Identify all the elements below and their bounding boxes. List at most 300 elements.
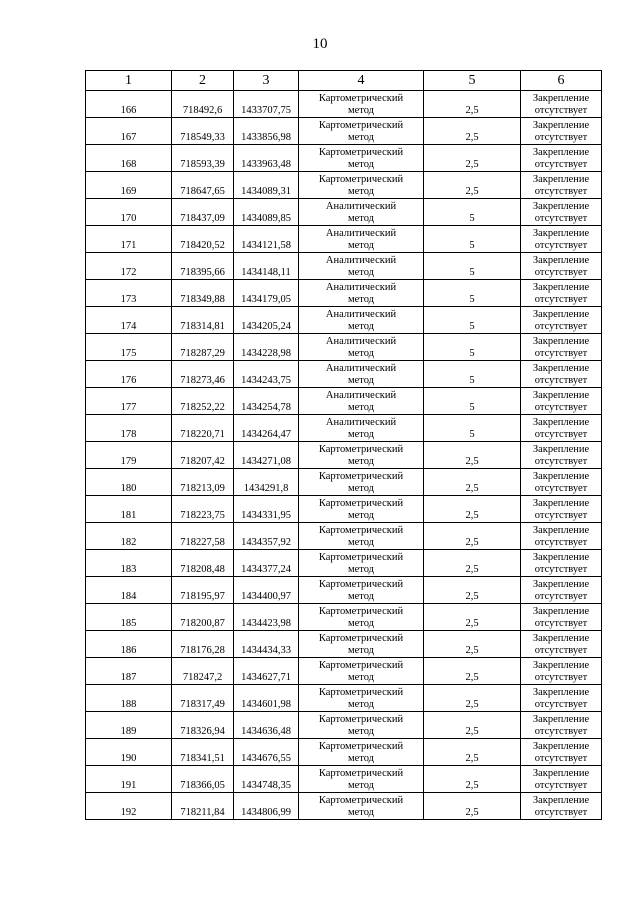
fixing-cell — [521, 523, 602, 550]
fixing-status: отсутствует — [534, 564, 588, 575]
column-header: 2 — [172, 71, 234, 91]
method-word: метод — [347, 807, 375, 818]
fixing-cell — [521, 469, 602, 496]
method-word: метод — [347, 132, 375, 143]
point-number-cell: 177 — [86, 388, 172, 415]
method-cell — [299, 334, 424, 361]
accuracy-cell: 5 — [424, 226, 521, 253]
point-number-cell: 184 — [86, 577, 172, 604]
fixing-cell — [521, 253, 602, 280]
y-coordinate-cell: 1434179,05 — [234, 280, 299, 307]
x-coordinate-cell: 718211,84 — [172, 793, 234, 820]
fixing-label: Закрепление — [532, 147, 590, 158]
y-coordinate-cell: 1434331,95 — [234, 496, 299, 523]
method-name: Аналитический — [325, 201, 397, 212]
table-row — [86, 658, 602, 685]
x-coordinate-cell: 718223,75 — [172, 496, 234, 523]
fixing-status: отсутствует — [534, 645, 588, 656]
fixing-label: Закрепление — [532, 174, 590, 185]
method-name: Картометрический — [318, 471, 404, 482]
method-cell — [299, 361, 424, 388]
fixing-cell — [521, 550, 602, 577]
method-name: Аналитический — [325, 363, 397, 374]
point-number-cell: 170 — [86, 199, 172, 226]
fixing-status: отсутствует — [534, 483, 588, 494]
method-word: метод — [347, 564, 375, 575]
y-coordinate-cell: 1434748,35 — [234, 766, 299, 793]
accuracy-cell: 5 — [424, 280, 521, 307]
method-cell — [299, 685, 424, 712]
method-cell — [299, 253, 424, 280]
fixing-status: отсутствует — [534, 132, 588, 143]
fixing-cell — [521, 334, 602, 361]
fixing-status: отсутствует — [534, 402, 588, 413]
fixing-label: Закрепление — [532, 228, 590, 239]
fixing-label: Закрепление — [532, 768, 590, 779]
y-coordinate-cell: 1434228,98 — [234, 334, 299, 361]
accuracy-cell: 2,5 — [424, 685, 521, 712]
method-word: метод — [347, 294, 375, 305]
point-number-cell: 182 — [86, 523, 172, 550]
fixing-cell — [521, 685, 602, 712]
accuracy-cell: 2,5 — [424, 442, 521, 469]
table-row — [86, 550, 602, 577]
accuracy-cell: 5 — [424, 253, 521, 280]
method-word: метод — [347, 186, 375, 197]
method-cell — [299, 631, 424, 658]
table-row — [86, 496, 602, 523]
method-name: Аналитический — [325, 309, 397, 320]
point-number-cell: 173 — [86, 280, 172, 307]
method-name: Аналитический — [325, 390, 397, 401]
fixing-status: отсутствует — [534, 537, 588, 548]
y-coordinate-cell: 1434423,98 — [234, 604, 299, 631]
fixing-status: отсутствует — [534, 240, 588, 251]
method-word: метод — [347, 267, 375, 278]
method-name: Картометрический — [318, 714, 404, 725]
x-coordinate-cell: 718195,97 — [172, 577, 234, 604]
method-name: Картометрический — [318, 174, 404, 185]
table-row — [86, 631, 602, 658]
y-coordinate-cell: 1433963,48 — [234, 145, 299, 172]
method-name: Аналитический — [325, 417, 397, 428]
method-name: Аналитический — [325, 228, 397, 239]
table-row — [86, 469, 602, 496]
table-header — [86, 71, 602, 91]
method-word: метод — [347, 348, 375, 359]
column-header: 4 — [299, 71, 424, 91]
y-coordinate-cell: 1434089,31 — [234, 172, 299, 199]
method-cell — [299, 172, 424, 199]
method-cell — [299, 199, 424, 226]
method-word: метод — [347, 429, 375, 440]
table-row — [86, 712, 602, 739]
point-number-cell: 168 — [86, 145, 172, 172]
accuracy-cell: 5 — [424, 361, 521, 388]
fixing-cell — [521, 712, 602, 739]
x-coordinate-cell: 718287,29 — [172, 334, 234, 361]
method-name: Картометрический — [318, 795, 404, 806]
method-word: метод — [347, 375, 375, 386]
accuracy-cell: 2,5 — [424, 523, 521, 550]
point-number-cell: 176 — [86, 361, 172, 388]
y-coordinate-cell: 1433707,75 — [234, 91, 299, 118]
method-word: метод — [347, 753, 375, 764]
accuracy-cell: 2,5 — [424, 145, 521, 172]
method-name: Картометрический — [318, 687, 404, 698]
x-coordinate-cell: 718208,48 — [172, 550, 234, 577]
fixing-cell — [521, 226, 602, 253]
fixing-status: отсутствует — [534, 105, 588, 116]
method-word: метод — [347, 591, 375, 602]
fixing-label: Закрепление — [532, 471, 590, 482]
table-body — [86, 91, 602, 820]
fixing-cell — [521, 307, 602, 334]
y-coordinate-cell: 1434601,98 — [234, 685, 299, 712]
fixing-status: отсутствует — [534, 699, 588, 710]
point-number-cell: 189 — [86, 712, 172, 739]
fixing-label: Закрепление — [532, 741, 590, 752]
y-coordinate-cell: 1434264,47 — [234, 415, 299, 442]
accuracy-cell: 2,5 — [424, 91, 521, 118]
fixing-cell — [521, 199, 602, 226]
fixing-status: отсутствует — [534, 348, 588, 359]
fixing-cell — [521, 631, 602, 658]
x-coordinate-cell: 718437,09 — [172, 199, 234, 226]
y-coordinate-cell: 1434377,24 — [234, 550, 299, 577]
accuracy-cell: 5 — [424, 388, 521, 415]
fixing-cell — [521, 172, 602, 199]
fixing-label: Закрепление — [532, 633, 590, 644]
table-row — [86, 361, 602, 388]
method-cell — [299, 766, 424, 793]
accuracy-cell: 5 — [424, 199, 521, 226]
fixing-cell — [521, 280, 602, 307]
fixing-status: отсутствует — [534, 429, 588, 440]
y-coordinate-cell: 1434243,75 — [234, 361, 299, 388]
fixing-status: отсутствует — [534, 213, 588, 224]
method-word: метод — [347, 699, 375, 710]
fixing-cell — [521, 361, 602, 388]
method-name: Картометрический — [318, 498, 404, 509]
method-word: метод — [347, 240, 375, 251]
y-coordinate-cell: 1434271,08 — [234, 442, 299, 469]
point-number-cell: 183 — [86, 550, 172, 577]
column-header: 3 — [234, 71, 299, 91]
x-coordinate-cell: 718317,49 — [172, 685, 234, 712]
method-word: метод — [347, 213, 375, 224]
method-word: метод — [347, 321, 375, 332]
method-name: Картометрический — [318, 606, 404, 617]
point-number-cell: 185 — [86, 604, 172, 631]
fixing-status: отсутствует — [534, 456, 588, 467]
method-name: Картометрический — [318, 579, 404, 590]
method-cell — [299, 280, 424, 307]
fixing-cell — [521, 658, 602, 685]
x-coordinate-cell: 718213,09 — [172, 469, 234, 496]
y-coordinate-cell: 1434627,71 — [234, 658, 299, 685]
method-cell — [299, 577, 424, 604]
x-coordinate-cell: 718341,51 — [172, 739, 234, 766]
method-cell — [299, 388, 424, 415]
accuracy-cell: 2,5 — [424, 172, 521, 199]
accuracy-cell: 2,5 — [424, 550, 521, 577]
method-cell — [299, 145, 424, 172]
method-word: метод — [347, 456, 375, 467]
fixing-label: Закрепление — [532, 579, 590, 590]
column-header: 6 — [521, 71, 602, 91]
fixing-cell — [521, 604, 602, 631]
x-coordinate-cell: 718227,58 — [172, 523, 234, 550]
header-row — [86, 71, 602, 91]
y-coordinate-cell: 1434357,92 — [234, 523, 299, 550]
method-cell — [299, 712, 424, 739]
fixing-label: Закрепление — [532, 660, 590, 671]
fixing-status: отсутствует — [534, 591, 588, 602]
table-row — [86, 388, 602, 415]
accuracy-cell: 2,5 — [424, 631, 521, 658]
method-name: Картометрический — [318, 444, 404, 455]
point-number-cell: 186 — [86, 631, 172, 658]
table-row — [86, 280, 602, 307]
accuracy-cell: 2,5 — [424, 469, 521, 496]
x-coordinate-cell: 718252,22 — [172, 388, 234, 415]
y-coordinate-cell: 1434636,48 — [234, 712, 299, 739]
y-coordinate-cell: 1434676,55 — [234, 739, 299, 766]
fixing-label: Закрепление — [532, 363, 590, 374]
x-coordinate-cell: 718395,66 — [172, 253, 234, 280]
fixing-label: Закрепление — [532, 714, 590, 725]
table-row — [86, 118, 602, 145]
table-row — [86, 739, 602, 766]
method-cell — [299, 307, 424, 334]
method-word: метод — [347, 537, 375, 548]
method-cell — [299, 118, 424, 145]
method-cell — [299, 523, 424, 550]
x-coordinate-cell: 718549,33 — [172, 118, 234, 145]
x-coordinate-cell: 718420,52 — [172, 226, 234, 253]
coordinates-table — [85, 70, 602, 820]
method-name: Картометрический — [318, 660, 404, 671]
fixing-label: Закрепление — [532, 336, 590, 347]
accuracy-cell: 2,5 — [424, 766, 521, 793]
x-coordinate-cell: 718220,71 — [172, 415, 234, 442]
table-row — [86, 226, 602, 253]
x-coordinate-cell: 718314,81 — [172, 307, 234, 334]
method-name: Картометрический — [318, 768, 404, 779]
method-word: метод — [347, 618, 375, 629]
table-row — [86, 145, 602, 172]
y-coordinate-cell: 1434291,8 — [234, 469, 299, 496]
point-number-cell: 171 — [86, 226, 172, 253]
fixing-status: отсутствует — [534, 321, 588, 332]
fixing-status: отсутствует — [534, 672, 588, 683]
method-word: метод — [347, 483, 375, 494]
y-coordinate-cell: 1434806,99 — [234, 793, 299, 820]
method-name: Картометрический — [318, 633, 404, 644]
method-cell — [299, 793, 424, 820]
column-header: 1 — [86, 71, 172, 91]
fixing-status: отсутствует — [534, 753, 588, 764]
point-number-cell: 175 — [86, 334, 172, 361]
table-row — [86, 91, 602, 118]
accuracy-cell: 2,5 — [424, 712, 521, 739]
fixing-cell — [521, 496, 602, 523]
fixing-status: отсутствует — [534, 375, 588, 386]
method-name: Аналитический — [325, 336, 397, 347]
method-cell — [299, 604, 424, 631]
y-coordinate-cell: 1434148,11 — [234, 253, 299, 280]
method-word: метод — [347, 645, 375, 656]
page-number: 10 — [312, 36, 328, 52]
method-word: метод — [347, 105, 375, 116]
method-word: метод — [347, 510, 375, 521]
table-row — [86, 334, 602, 361]
method-word: метод — [347, 726, 375, 737]
y-coordinate-cell: 1434434,33 — [234, 631, 299, 658]
x-coordinate-cell: 718366,05 — [172, 766, 234, 793]
table-row — [86, 199, 602, 226]
method-cell — [299, 415, 424, 442]
accuracy-cell: 2,5 — [424, 496, 521, 523]
table-row — [86, 577, 602, 604]
fixing-cell — [521, 793, 602, 820]
fixing-cell — [521, 91, 602, 118]
fixing-label: Закрепление — [532, 201, 590, 212]
point-number-cell: 187 — [86, 658, 172, 685]
fixing-label: Закрепление — [532, 687, 590, 698]
y-coordinate-cell: 1434254,78 — [234, 388, 299, 415]
point-number-cell: 166 — [86, 91, 172, 118]
y-coordinate-cell: 1433856,98 — [234, 118, 299, 145]
point-number-cell: 179 — [86, 442, 172, 469]
fixing-status: отсутствует — [534, 510, 588, 521]
y-coordinate-cell: 1434205,24 — [234, 307, 299, 334]
table-row — [86, 685, 602, 712]
accuracy-cell: 5 — [424, 415, 521, 442]
method-cell — [299, 91, 424, 118]
table-row — [86, 523, 602, 550]
fixing-cell — [521, 145, 602, 172]
y-coordinate-cell: 1434089,85 — [234, 199, 299, 226]
fixing-cell — [521, 415, 602, 442]
fixing-label: Закрепление — [532, 498, 590, 509]
fixing-label: Закрепление — [532, 606, 590, 617]
point-number-cell: 190 — [86, 739, 172, 766]
method-cell — [299, 739, 424, 766]
fixing-label: Закрепление — [532, 390, 590, 401]
method-word: метод — [347, 402, 375, 413]
table-row — [86, 793, 602, 820]
fixing-status: отсутствует — [534, 267, 588, 278]
accuracy-cell: 2,5 — [424, 793, 521, 820]
accuracy-cell: 2,5 — [424, 118, 521, 145]
fixing-label: Закрепление — [532, 93, 590, 104]
x-coordinate-cell: 718207,42 — [172, 442, 234, 469]
point-number-cell: 172 — [86, 253, 172, 280]
fixing-cell — [521, 442, 602, 469]
fixing-label: Закрепление — [532, 552, 590, 563]
table-row — [86, 172, 602, 199]
x-coordinate-cell: 718200,87 — [172, 604, 234, 631]
point-number-cell: 180 — [86, 469, 172, 496]
method-cell — [299, 226, 424, 253]
x-coordinate-cell: 718247,2 — [172, 658, 234, 685]
fixing-cell — [521, 739, 602, 766]
method-name: Аналитический — [325, 255, 397, 266]
fixing-label: Закрепление — [532, 444, 590, 455]
fixing-cell — [521, 388, 602, 415]
fixing-label: Закрепление — [532, 795, 590, 806]
method-name: Картометрический — [318, 552, 404, 563]
point-number-cell: 178 — [86, 415, 172, 442]
accuracy-cell: 5 — [424, 307, 521, 334]
fixing-cell — [521, 118, 602, 145]
fixing-label: Закрепление — [532, 417, 590, 428]
x-coordinate-cell: 718176,28 — [172, 631, 234, 658]
method-name: Картометрический — [318, 741, 404, 752]
x-coordinate-cell: 718349,88 — [172, 280, 234, 307]
fixing-label: Закрепление — [532, 309, 590, 320]
column-header: 5 — [424, 71, 521, 91]
point-number-cell: 169 — [86, 172, 172, 199]
accuracy-cell: 2,5 — [424, 739, 521, 766]
fixing-label: Закрепление — [532, 525, 590, 536]
method-cell — [299, 442, 424, 469]
x-coordinate-cell: 718326,94 — [172, 712, 234, 739]
accuracy-cell: 2,5 — [424, 604, 521, 631]
fixing-status: отсутствует — [534, 780, 588, 791]
point-number-cell: 174 — [86, 307, 172, 334]
table-row — [86, 253, 602, 280]
fixing-status: отсутствует — [534, 159, 588, 170]
table-row — [86, 442, 602, 469]
method-name: Картометрический — [318, 120, 404, 131]
method-word: метод — [347, 159, 375, 170]
point-number-cell: 181 — [86, 496, 172, 523]
method-word: метод — [347, 672, 375, 683]
table-row — [86, 307, 602, 334]
point-number-cell: 167 — [86, 118, 172, 145]
fixing-status: отсутствует — [534, 186, 588, 197]
point-number-cell: 188 — [86, 685, 172, 712]
method-name: Картометрический — [318, 93, 404, 104]
method-name: Аналитический — [325, 282, 397, 293]
table-row — [86, 604, 602, 631]
method-cell — [299, 658, 424, 685]
fixing-label: Закрепление — [532, 282, 590, 293]
point-number-cell: 192 — [86, 793, 172, 820]
fixing-cell — [521, 766, 602, 793]
accuracy-cell: 5 — [424, 334, 521, 361]
fixing-status: отсутствует — [534, 294, 588, 305]
method-cell — [299, 469, 424, 496]
method-cell — [299, 496, 424, 523]
method-word: метод — [347, 780, 375, 791]
x-coordinate-cell: 718273,46 — [172, 361, 234, 388]
fixing-label: Закрепление — [532, 120, 590, 131]
method-name: Картометрический — [318, 525, 404, 536]
method-cell — [299, 550, 424, 577]
y-coordinate-cell: 1434400,97 — [234, 577, 299, 604]
x-coordinate-cell: 718647,65 — [172, 172, 234, 199]
fixing-status: отсутствует — [534, 807, 588, 818]
fixing-cell — [521, 577, 602, 604]
method-name: Картометрический — [318, 147, 404, 158]
accuracy-cell: 2,5 — [424, 577, 521, 604]
table-row — [86, 766, 602, 793]
fixing-label: Закрепление — [532, 255, 590, 266]
